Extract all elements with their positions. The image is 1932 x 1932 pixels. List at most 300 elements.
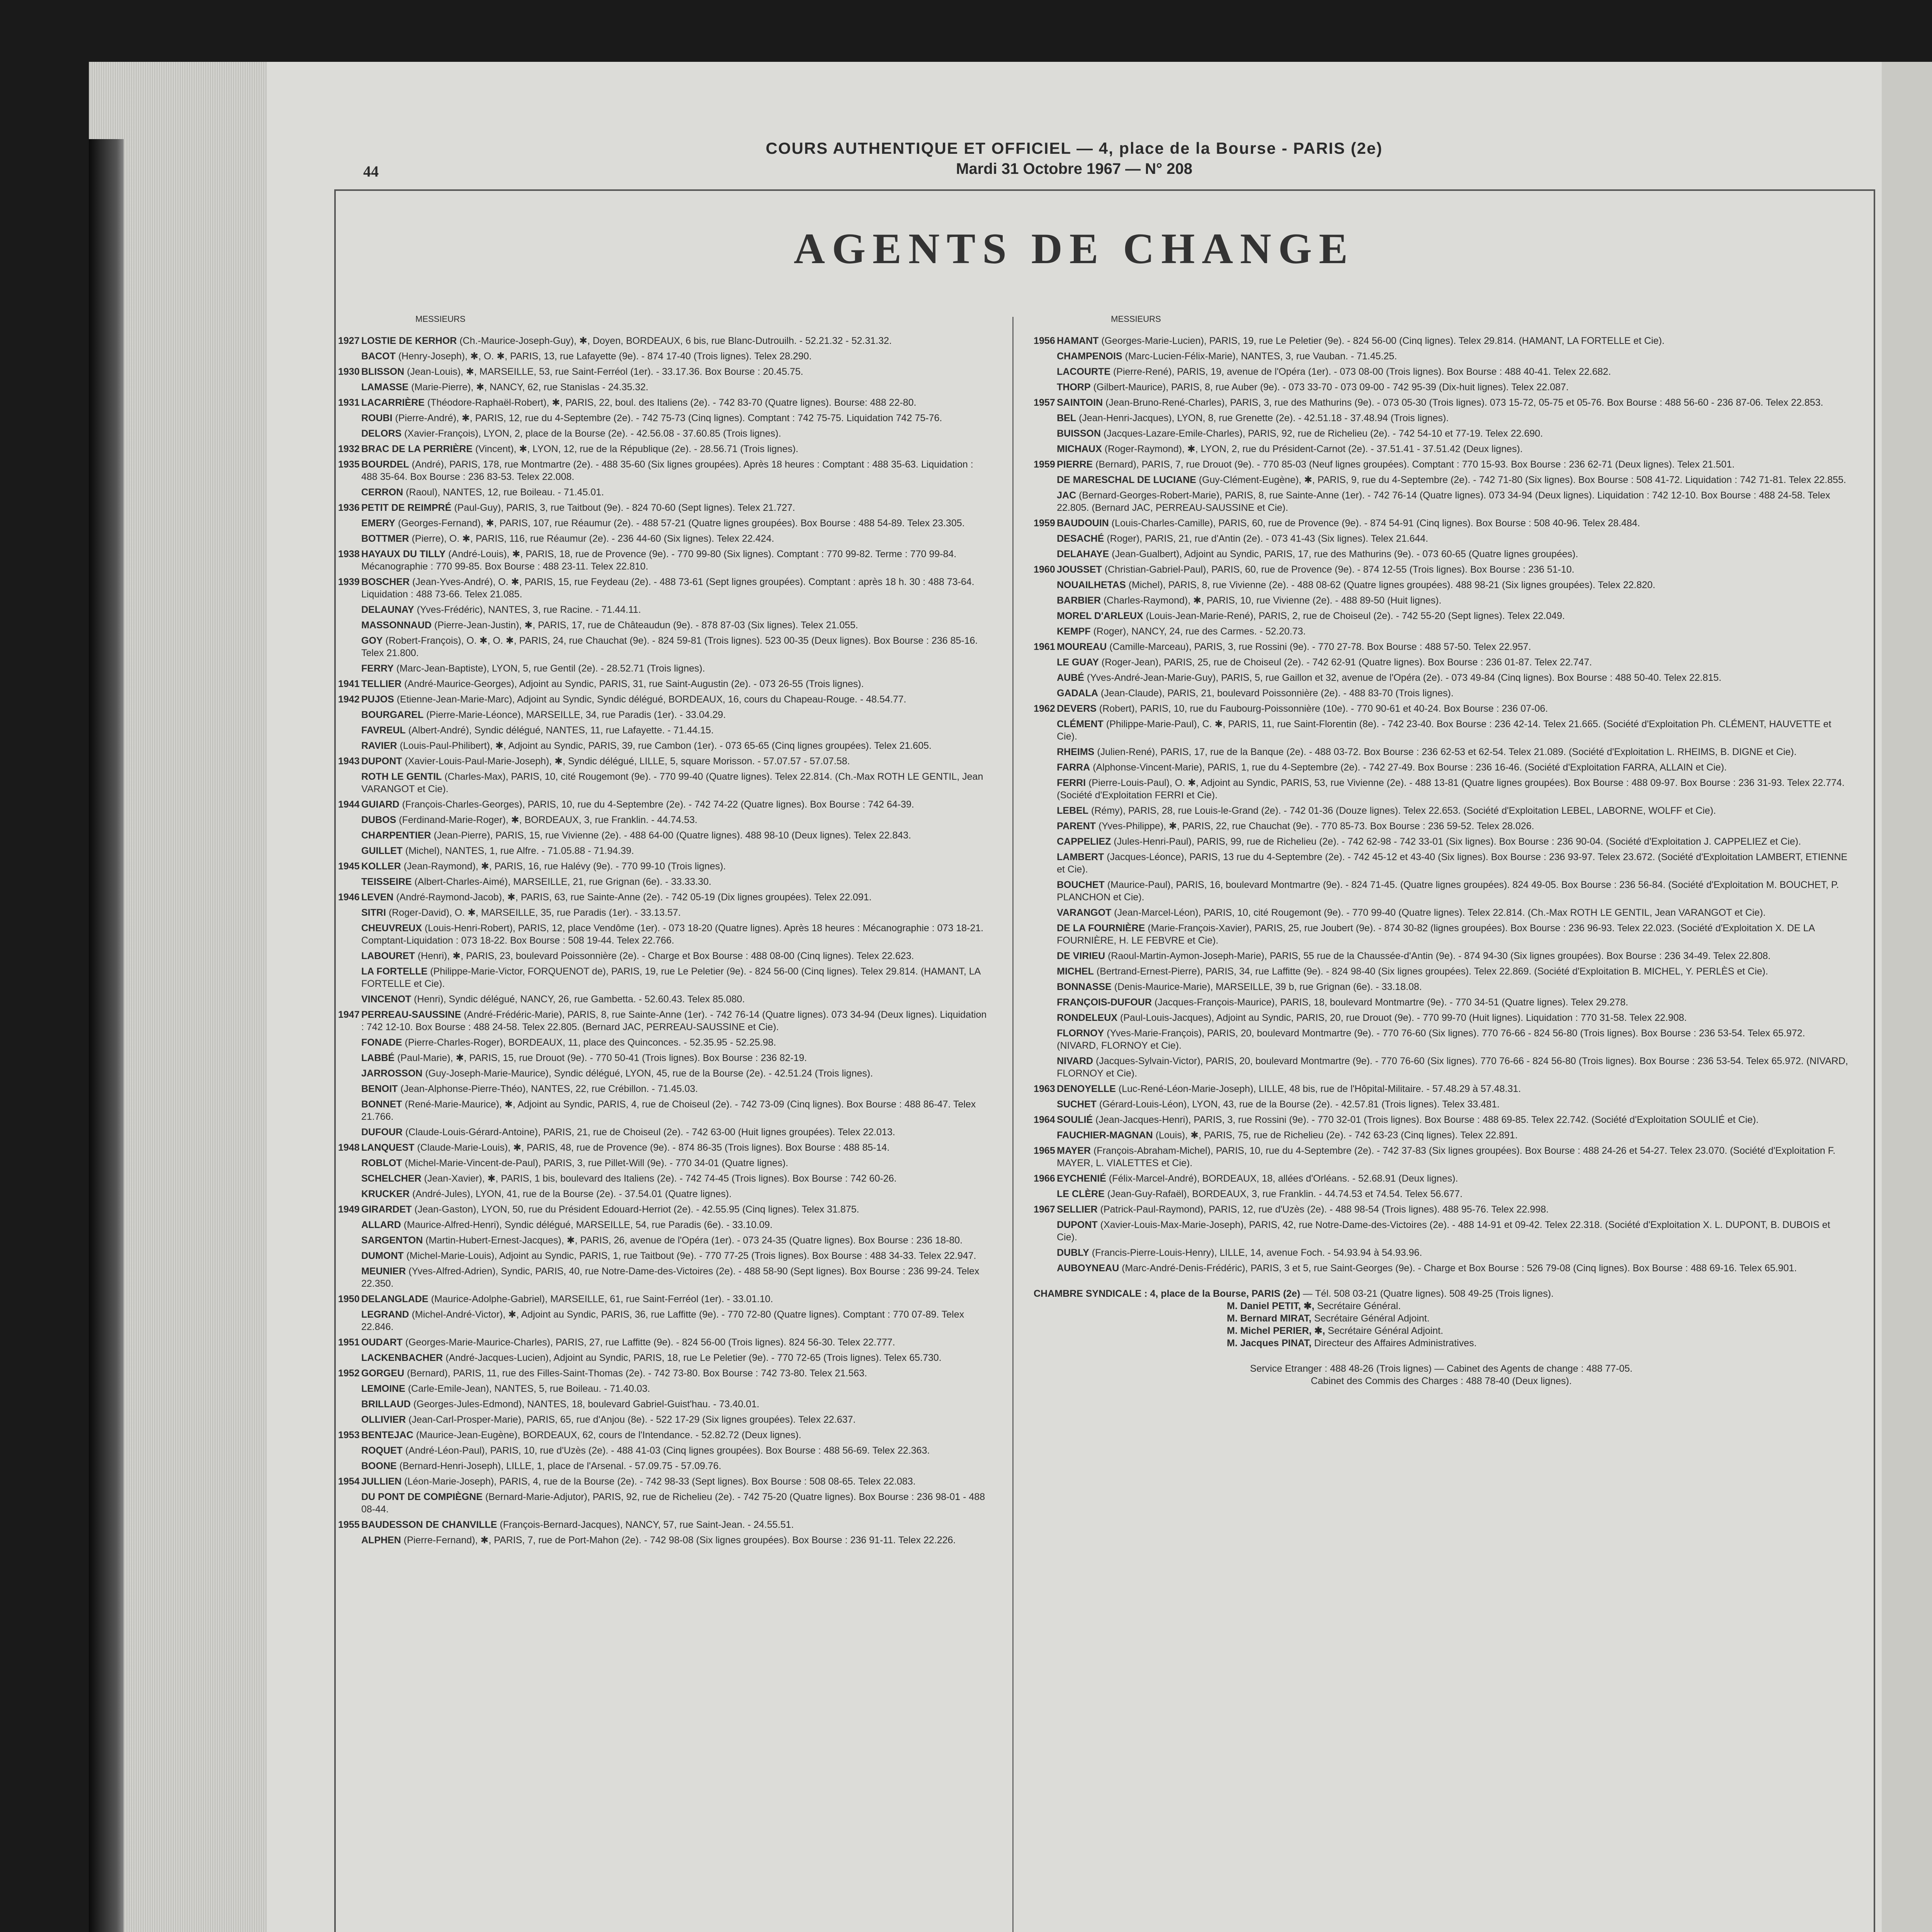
agent-details: (Raoul), NANTES, 12, rue Boileau. - 71.45.01.	[406, 487, 604, 498]
agent-entry	[338, 576, 987, 600]
agent-entry	[1034, 804, 1849, 817]
agent-name: DELAHAYE	[1057, 549, 1109, 560]
agent-text	[1057, 412, 1849, 424]
agent-year: 1950	[338, 1294, 360, 1304]
agent-name: GORGEU	[361, 1368, 405, 1379]
agent-details: (Michel-André-Victor), ✱, Adjoint au Syndic, PARIS, 36, rue Laffitte (9e). - 770 72-80 (Quatre lignes). Comptant : 770 07-89. Telex 22.846.	[361, 1309, 964, 1332]
agent-text	[1057, 1203, 1849, 1216]
agent-year	[1034, 981, 1057, 993]
agent-year	[338, 1460, 361, 1472]
agent-details: (Pierre-Marie-Léonce), MARSEILLE, 34, rue Paradis (1er). - 33.04.29.	[426, 709, 726, 720]
agent-year	[338, 770, 361, 795]
agent-entry	[338, 486, 987, 498]
agent-entry	[1034, 777, 1849, 801]
agent-text	[1057, 1055, 1849, 1080]
agent-text	[361, 1234, 987, 1247]
agent-name: FARRA	[1057, 762, 1090, 773]
agent-entry	[338, 740, 987, 752]
agent-year: 1966	[1034, 1173, 1055, 1184]
agent-text	[1057, 906, 1849, 919]
chambre-person	[1227, 1312, 1849, 1325]
agent-text	[1057, 996, 1849, 1009]
agent-name: LEMOINE	[361, 1383, 405, 1394]
agent-details: (Francis-Pierre-Louis-Henry), LILLE, 14, avenue Foch. - 54.93.94 à 54.93.96.	[1092, 1247, 1422, 1258]
agent-year: 1951	[338, 1337, 360, 1348]
agent-entry	[338, 548, 987, 573]
agent-year: 1952	[338, 1368, 360, 1379]
agent-entry	[1034, 761, 1849, 774]
agent-name: DEVERS	[1057, 703, 1097, 714]
agent-text	[361, 662, 987, 675]
agent-name: MEUNIER	[361, 1266, 406, 1277]
agent-name: BONNET	[361, 1099, 402, 1110]
agent-details: (André-Léon-Paul), PARIS, 10, rue d'Uzès (2e). - 488 41-03 (Cinq lignes groupées). Box Bourse : 488 56-69. Telex 22.363.	[405, 1445, 930, 1456]
agent-year	[338, 1052, 361, 1064]
agent-year	[1034, 672, 1057, 684]
agent-details: (Ch.-Maurice-Joseph-Guy), ✱, Doyen, BORDEAUX, 6 bis, rue Blanc-Dutrouilh. - 52.21.32 - 52.31.32.	[459, 335, 892, 346]
chambre-person-name: M. Daniel PETIT, ✱,	[1227, 1301, 1315, 1311]
agent-details: (Rémy), PARIS, 28, rue Louis-le-Grand (2e). - 742 01-36 (Douze lignes). Telex 22.653. (Société d'Exploitation LEBEL, LABORNE, WOLFF et Cie).	[1091, 805, 1716, 816]
agent-text	[361, 876, 987, 888]
chambre-services: Service Etranger : 488 48-26 (Trois lignes) — Cabinet des Agents de change : 488 77-05.	[1250, 1363, 1633, 1374]
agent-entry	[338, 1491, 987, 1515]
agent-name: DUPONT	[1057, 1219, 1098, 1230]
agent-year: 1941	[338, 679, 360, 689]
agent-text	[361, 1067, 987, 1080]
agent-entry	[338, 1126, 987, 1138]
agent-details: (François-Abraham-Michel), PARIS, 10, rue du 4-Septembre (2e). - 742 37-83 (Six lignes groupées). Box Bourse : 488 24-26 et 54-27. Telex 23.070. (Société d'Exploitation F. MAYER, L. VIALETTES et Cie).	[1057, 1145, 1836, 1168]
agent-text	[361, 950, 987, 962]
agent-name: DELANGLADE	[361, 1294, 429, 1304]
agent-entry	[338, 829, 987, 842]
agent-entry	[338, 517, 987, 529]
agent-text	[1057, 702, 1849, 715]
agent-details: (Maurice-Paul), PARIS, 16, boulevard Montmartre (9e). - 824 71-45. (Quatre lignes groupées). 824 49-05. Box Bourse : 236 56-84. (Société d'Exploitation M. BOUCHET, P. PLANCHON et Cie).	[1057, 879, 1839, 903]
agent-name: VARANGOT	[1057, 907, 1112, 918]
agent-entry	[1034, 1055, 1849, 1080]
agent-details: (Claude-Louis-Gérard-Antoine), PARIS, 21, rue de Choiseul (2e). - 742 63-00 (Huit lignes groupées). Telex 22.013.	[405, 1127, 895, 1138]
agent-name: LEBEL	[1057, 805, 1088, 816]
agent-text	[1057, 474, 1849, 486]
agent-entry	[1034, 548, 1849, 560]
agent-name: FLORNOY	[1057, 1028, 1104, 1039]
agent-name: GUILLET	[361, 845, 403, 856]
agent-name: FAUCHIER-MAGNAN	[1057, 1130, 1153, 1141]
agent-details: (Jean-Bruno-René-Charles), PARIS, 3, rue des Mathurins (9e). - 073 05-30 (Trois lignes). 073 15-72, 05-75 et 05-76. Box Bourse : 488 56-60 - 236 87-06. Telex 22.853.	[1105, 397, 1823, 408]
agent-entry	[1034, 656, 1849, 668]
agent-entry	[338, 1367, 987, 1379]
agent-entry	[338, 1052, 987, 1064]
agent-text	[361, 770, 987, 795]
agent-details: (Yves-Alfred-Adrien), Syndic, PARIS, 40, rue Notre-Dame-des-Victoires (2e). - 488 58-90 (Sept lignes). Box Bourse : 236 99-24. Telex 22.350.	[361, 1266, 980, 1289]
agent-details: (Marc-André-Denis-Frédéric), PARIS, 3 et 5, rue Saint-Georges (9e). - Charge et Box Bourse : 526 79-08 (Cinq lignes). Box Bourse : 488 69-16. Telex 65.901.	[1122, 1263, 1797, 1274]
agent-details: (Marie-François-Xavier), PARIS, 25, rue Joubert (9e). - 874 30-82 (lignes groupées). Box Bourse : 236 96-93. Telex 22.023. (Société d'Exploitation X. DE LA FOURNIÈRE, H. LE FEBVRE et Cie).	[1057, 923, 1815, 946]
agent-year	[338, 829, 361, 842]
agent-text	[361, 502, 987, 514]
agent-details: (Albert-Charles-Aimé), MARSEILLE, 21, rue Grignan (6e). - 33.33.30.	[414, 876, 711, 887]
agent-name: ROBLOT	[361, 1158, 402, 1168]
agent-entry	[338, 1383, 987, 1395]
agent-details: (Yves-Philippe), ✱, PARIS, 22, rue Chauchat (9e). - 770 85-73. Box Bourse : 236 59-52. Telex 28.026.	[1098, 821, 1534, 832]
agent-year	[338, 350, 361, 362]
agent-entry	[1034, 820, 1849, 832]
agent-entry	[1034, 1172, 1849, 1185]
agent-text	[361, 814, 987, 826]
agent-details: (Xavier-Louis-Paul-Marie-Joseph), ✱, Syndic délégué, LILLE, 5, square Morisson. - 57.07.57 - 57.07.58.	[405, 756, 850, 767]
agent-name: BACOT	[361, 351, 396, 362]
agent-entry	[1034, 718, 1849, 743]
agent-details: (Jean-Jacques-Henri), PARIS, 3, rue Rossini (9e). - 770 32-01 (Trois lignes). Box Bourse : 488 69-85. Telex 22.742. (Société d'Exploitation SOULIÉ et Cie).	[1095, 1114, 1759, 1125]
agent-name: BENTEJAC	[361, 1430, 413, 1440]
agent-name: JOUSSET	[1057, 564, 1102, 575]
agent-text	[361, 486, 987, 498]
agent-name: BEL	[1057, 413, 1076, 423]
agent-year: 1954	[338, 1476, 360, 1487]
agent-year: 1939	[338, 577, 360, 587]
agent-text	[361, 532, 987, 545]
agent-year: 1963	[1034, 1083, 1055, 1094]
agent-year	[338, 634, 361, 659]
agent-year: 1942	[338, 694, 360, 705]
agent-text	[1057, 563, 1849, 576]
agent-text	[1057, 981, 1849, 993]
agent-year	[1034, 1129, 1057, 1141]
agent-name: LANQUEST	[361, 1142, 415, 1153]
agent-text	[361, 1098, 987, 1123]
agent-entry	[1034, 350, 1849, 362]
agent-name: EMERY	[361, 518, 395, 529]
agent-details: (Henri), Syndic délégué, NANCY, 26, rue Gambetta. - 52.60.43. Telex 85.080.	[414, 994, 745, 1005]
agent-details: (Bernard), PARIS, 11, rue des Filles-Saint-Thomas (2e). - 742 73-80. Box Bourse : 742 73-80. Telex 21.563.	[407, 1368, 867, 1379]
agent-entry	[338, 335, 987, 347]
agent-name: LABBÉ	[361, 1053, 395, 1063]
agent-entry	[1034, 906, 1849, 919]
agent-name: MAYER	[1057, 1145, 1091, 1156]
agent-entry	[338, 965, 987, 990]
agent-name: DUMONT	[361, 1250, 404, 1261]
agent-name: CHEUVREUX	[361, 923, 422, 934]
agent-text	[361, 1083, 987, 1095]
agent-details: (Théodore-Raphaël-Robert), ✱, PARIS, 22, boul. des Italiens (2e). - 742 83-70 (Quatre lignes). Bourse: 488 22-80.	[427, 397, 917, 408]
chambre-person	[1227, 1300, 1849, 1312]
agent-name: NOUAILHETAS	[1057, 580, 1126, 590]
agent-name: ALPHEN	[361, 1535, 401, 1546]
agent-details: (François-Charles-Georges), PARIS, 10, rue du 4-Septembre (2e). - 742 74-22 (Quatre lignes). Box Bourse : 742 64-39.	[402, 799, 914, 810]
agent-entry	[338, 860, 987, 872]
agent-text	[1057, 548, 1849, 560]
agent-text	[1057, 820, 1849, 832]
agent-year	[338, 1308, 361, 1333]
agent-name: LOSTIE DE KERHOR	[361, 335, 457, 346]
agent-name: RONDELEUX	[1057, 1012, 1117, 1023]
agent-details: (Louis-Paul-Philibert), ✱, Adjoint au Syndic, PARIS, 39, rue Cambon (1er). - 073 65-65 (Cinq lignes groupées). Telex 21.605.	[400, 740, 932, 751]
agent-year	[338, 427, 361, 440]
agent-name: LAMASSE	[361, 382, 409, 393]
agent-year	[1034, 1027, 1057, 1052]
agent-entry	[338, 1157, 987, 1169]
agent-year: 1932	[338, 444, 360, 454]
agent-details: (Jean-Claude), PARIS, 21, boulevard Poissonnière (2e). - 488 83-70 (Trois lignes).	[1100, 688, 1454, 699]
agent-name: RHEIMS	[1057, 747, 1095, 757]
agent-details: (Louis), ✱, PARIS, 75, rue de Richelieu (2e). - 742 63-23 (Cinq lignes). Telex 22.891.	[1155, 1130, 1518, 1141]
agent-year	[338, 740, 361, 752]
agent-entry	[338, 724, 987, 736]
agent-name: EYCHENIÉ	[1057, 1173, 1106, 1184]
agent-entry	[338, 678, 987, 690]
agent-text	[361, 634, 987, 659]
agent-year	[1034, 579, 1057, 591]
agent-year	[1034, 1219, 1057, 1243]
agent-text	[1057, 835, 1849, 848]
agent-details: (Guy-Joseph-Marie-Maurice), Syndic délégué, LYON, 45, rue de la Bourse (2e). - 42.51.24 (Trois lignes).	[425, 1068, 873, 1079]
agent-entry	[338, 1172, 987, 1185]
agent-name: DU PONT DE COMPIÈGNE	[361, 1492, 483, 1502]
agent-details: (Pierre-Jean-Justin), ✱, PARIS, 17, rue de Châteaudun (9e). - 878 87-03 (Six lignes). Telex 21.055.	[434, 620, 858, 631]
agent-name: LACOURTE	[1057, 366, 1111, 377]
agent-text	[1057, 761, 1849, 774]
agent-entry	[1034, 1027, 1849, 1052]
agent-entry	[1034, 532, 1849, 545]
agent-text	[361, 798, 987, 811]
agent-entry	[338, 993, 987, 1005]
agent-name: KOLLER	[361, 861, 401, 872]
agent-entry	[1034, 1262, 1849, 1274]
agent-text	[1057, 718, 1849, 743]
agent-entry	[1034, 1114, 1849, 1126]
agent-year: 1956	[1034, 335, 1055, 346]
agent-details: (Charles-Raymond), ✱, PARIS, 10, rue Vivienne (2e). - 488 89-50 (Huit lignes).	[1103, 595, 1442, 606]
column-divider	[1012, 317, 1014, 1932]
agent-name: SOULIÉ	[1057, 1114, 1093, 1125]
agent-name: DESACHÉ	[1057, 533, 1104, 544]
agent-text	[361, 845, 987, 857]
agent-name: FERRY	[361, 663, 394, 674]
agent-details: (Charles-Max), PARIS, 10, cité Rougemont (9e). - 770 99-40 (Quatre lignes). Telex 22.814. (Ch.-Max ROTH LE GENTIL, Jean VARANGOT et Cie).	[361, 771, 983, 794]
agent-details: (Jacques-Sylvain-Victor), PARIS, 20, boulevard Montmartre (9e). - 770 76-60 (Six lignes). 770 76-66 - 824 56-80 (Trois lignes). Box Bourse : 236 53-54. Telex 65.972. (NIVARD, FLORNOY et Cie).	[1057, 1056, 1848, 1079]
agent-entry	[1034, 1219, 1849, 1243]
agent-details: (Ferdinand-Marie-Roger), ✱, BORDEAUX, 3, rue Franklin. - 44.74.53.	[399, 815, 697, 825]
agent-year: 1948	[338, 1142, 360, 1153]
agent-name: AUBOYNEAU	[1057, 1263, 1119, 1274]
agent-text	[1057, 625, 1849, 638]
agent-year	[1034, 532, 1057, 545]
agent-details: (Yves-Frédéric), NANTES, 3, rue Racine. - 71.44.11.	[417, 604, 641, 615]
agent-name: MICHEL	[1057, 966, 1094, 977]
agent-details: (Alphonse-Vincent-Marie), PARIS, 1, rue du 4-Septembre (2e). - 742 27-49. Box Bourse : 236 16-46. (Société d'Exploitation FARRA, ALLAIN et Cie).	[1093, 762, 1727, 773]
agent-details: (François-Bernard-Jacques), NANCY, 57, rue Saint-Jean. - 24.55.51.	[500, 1519, 794, 1530]
agent-name: PETIT DE REIMPRÉ	[361, 502, 452, 513]
agent-name: CHARPENTIER	[361, 830, 431, 841]
agent-details: (Christian-Gabriel-Paul), PARIS, 60, rue de Provence (9e). - 874 12-55 (Trois lignes). Box Bourse : 236 51-10.	[1104, 564, 1575, 575]
agent-year	[1034, 412, 1057, 424]
agent-name: GADALA	[1057, 688, 1098, 699]
agent-entry	[1034, 835, 1849, 848]
agent-year	[1034, 746, 1057, 758]
agent-year	[338, 814, 361, 826]
agent-entry	[338, 1188, 987, 1200]
agent-year	[338, 1219, 361, 1231]
agent-name: CERRON	[361, 487, 403, 498]
agent-year: 1935	[338, 459, 360, 470]
agent-details: (Jacques-Lazare-Emile-Charles), PARIS, 92, rue de Richelieu (2e). - 742 54-10 et 77-19. Telex 22.690.	[1103, 428, 1543, 439]
agent-text	[361, 891, 987, 903]
chambre-phones: — Tél. 508 03-21 (Quatre lignes). 508 49-25 (Trois lignes).	[1303, 1288, 1554, 1299]
agent-text	[361, 1188, 987, 1200]
agent-year	[338, 1413, 361, 1426]
agent-year	[1034, 965, 1057, 978]
agent-entry	[338, 906, 987, 919]
agent-text	[1057, 1027, 1849, 1052]
agent-entry	[338, 1265, 987, 1290]
adjacent-page	[1882, 62, 1932, 1932]
agent-details: (Pierre), O. ✱, PARIS, 116, rue Réaumur (2e). - 236 44-60 (Six lignes). Telex 22.424.	[412, 533, 774, 544]
agent-entry	[338, 1460, 987, 1472]
agent-year	[338, 604, 361, 616]
agent-text	[1057, 594, 1849, 607]
agent-entry	[1034, 965, 1849, 978]
agent-name: LEVEN	[361, 892, 394, 903]
agent-details: (Michel-Marie-Louis), Adjoint au Syndic, PARIS, 1, rue Taitbout (9e). - 770 77-25 (Trois lignes). Box Bourse : 488 34-33. Telex 22.947.	[406, 1250, 976, 1261]
agent-year	[1034, 761, 1057, 774]
agent-entry	[1034, 610, 1849, 622]
agent-name: CHAMPENOIS	[1057, 351, 1122, 362]
agent-name: MICHAUX	[1057, 444, 1102, 454]
agent-year	[338, 922, 361, 947]
agent-text	[361, 1398, 987, 1410]
agent-year	[338, 1188, 361, 1200]
agent-year	[1034, 718, 1057, 743]
agent-year	[1034, 1262, 1057, 1274]
agent-text	[361, 678, 987, 690]
agent-details: (Louis-Jean-Marie-René), PARIS, 2, rue de Choiseul (2e). - 742 55-20 (Sept lignes). Telex 22.049.	[1146, 611, 1565, 621]
agent-name: BLISSON	[361, 366, 405, 377]
agent-entry	[338, 634, 987, 659]
right-column	[1034, 313, 1849, 1387]
agent-details: (Camille-Marceau), PARIS, 3, rue Rossini (9e). - 770 27-78. Box Bourse : 488 57-50. Telex 22.957.	[1109, 641, 1531, 652]
chambre-syndicale	[1034, 1287, 1849, 1387]
agent-text	[1057, 672, 1849, 684]
agent-name: TEISSEIRE	[361, 876, 412, 887]
agent-name: LAMBERT	[1057, 852, 1104, 862]
agent-entry	[1034, 687, 1849, 699]
agent-year	[338, 662, 361, 675]
agent-text	[361, 693, 987, 706]
agent-text	[361, 1141, 987, 1154]
agent-details: (André-Louis), ✱, PARIS, 18, rue de Provence (9e). - 770 99-80 (Six lignes). Comptant : 770 99-82. Terme : 770 99-84. Mécanographie : 770 99-85. Box Bourse : 488 23-11. Telex 22.810.	[361, 549, 957, 572]
agent-entry	[338, 770, 987, 795]
chambre-person	[1227, 1325, 1849, 1337]
agent-entry	[338, 350, 987, 362]
agent-year: 1936	[338, 502, 360, 513]
agent-details: (Bernard), PARIS, 7, rue Drouot (9e). - 770 85-03 (Neuf lignes groupées). Comptant : 770 15-93. Box Bourse : 236 62-71 (Deux lignes). Telex 21.501.	[1095, 459, 1735, 470]
agent-text	[1057, 381, 1849, 393]
agent-name: LACARRIÈRE	[361, 397, 425, 408]
agent-text	[1057, 922, 1849, 947]
agent-name: CAPPELIEZ	[1057, 836, 1111, 847]
agent-year	[338, 1157, 361, 1169]
agent-details: (Jean-Henri-Jacques), LYON, 8, rue Grenette (2e). - 42.51.18 - 37.48.94 (Trois lignes).	[1078, 413, 1449, 423]
agent-entry	[338, 412, 987, 424]
agent-text	[1057, 641, 1849, 653]
agent-text	[361, 1413, 987, 1426]
agent-entry	[338, 1336, 987, 1349]
agent-text	[361, 381, 987, 393]
agent-year: 1943	[338, 756, 360, 767]
agent-year: 1938	[338, 549, 360, 560]
agent-year	[338, 1098, 361, 1123]
agent-year: 1947	[338, 1009, 360, 1020]
chambre-person-role: Secrétaire Général Adjoint.	[1314, 1313, 1430, 1324]
agent-name: LEGRAND	[361, 1309, 409, 1320]
agent-details: (Jean-Yves-André), O. ✱, PARIS, 15, rue Feydeau (2e). - 488 73-61 (Sept lignes groupées). Comptant : après 18 h. 30 : 488 73-64. Liquidation : 488 73-66. Telex 21.085.	[361, 577, 975, 600]
agent-text	[1057, 687, 1849, 699]
agent-details: (Jean-Louis), ✱, MARSEILLE, 53, rue Saint-Ferréol (1er). - 33.17.36. Box Bourse : 20.45.75.	[407, 366, 803, 377]
agent-entry	[1034, 879, 1849, 903]
agent-name: LABOURET	[361, 951, 415, 961]
agent-text	[361, 1519, 987, 1531]
agent-details: (Georges-Jules-Edmond), NANTES, 18, boulevard Gabriel-Guist'hau. - 73.40.01.	[413, 1399, 760, 1410]
agent-details: (Yves-André-Jean-Marie-Guy), PARIS, 5, rue Gaillon et 32, avenue de l'Opéra (2e). - 073 49-84 (Cinq lignes). Box Bourse : 488 50-40. Telex 22.815.	[1087, 672, 1722, 683]
agent-text	[361, 335, 987, 347]
agent-entry	[338, 532, 987, 545]
agent-text	[1057, 350, 1849, 362]
agent-text	[361, 1491, 987, 1515]
agent-entry	[338, 366, 987, 378]
agent-text	[1057, 965, 1849, 978]
agent-year	[1034, 879, 1057, 903]
agent-entry	[1034, 1083, 1849, 1095]
agent-name: ALLARD	[361, 1219, 401, 1230]
agent-details: (Vincent), ✱, LYON, 12, rue de la République (2e). - 28.56.71 (Trois lignes).	[475, 444, 799, 454]
agent-entry	[338, 1036, 987, 1049]
agent-entry	[1034, 458, 1849, 471]
agent-year	[1034, 835, 1057, 848]
agent-text	[361, 740, 987, 752]
agent-year	[1034, 366, 1057, 378]
agent-details: (André), PARIS, 178, rue Montmartre (2e). - 488 35-60 (Six lignes groupées). Après 18 heures : Comptant : 488 35-63. Liquidation : 488 35-64. Box Bourse : 236 83-53. Telex 22.008.	[361, 459, 973, 482]
agent-details: (Etienne-Jean-Marie-Marc), Adjoint au Syndic, Syndic délégué, BORDEAUX, 16, cours du Chapeau-Rouge. - 48.54.77.	[396, 694, 906, 705]
agent-year	[1034, 1012, 1057, 1024]
agent-name: HAYAUX DU TILLY	[361, 549, 446, 560]
agent-text	[1057, 396, 1849, 409]
agent-year	[1034, 610, 1057, 622]
agent-text	[361, 1352, 987, 1364]
agent-year	[1034, 1247, 1057, 1259]
agent-details: (Jean-Gualbert), Adjoint au Syndic, PARIS, 17, rue des Mathurins (9e). - 073 60-65 (Quatre lignes groupées).	[1112, 549, 1578, 560]
agent-entry	[1034, 1145, 1849, 1169]
agent-entry	[338, 845, 987, 857]
agent-name: BAUDESSON DE CHANVILLE	[361, 1519, 497, 1530]
agent-year	[338, 993, 361, 1005]
agent-text	[361, 860, 987, 872]
agent-entry	[1034, 366, 1849, 378]
agent-name: GIRARDET	[361, 1204, 412, 1215]
agent-name: NIVARD	[1057, 1056, 1093, 1066]
agent-year: 1961	[1034, 641, 1055, 652]
agent-entry	[1034, 396, 1849, 409]
agent-name: DUPONT	[361, 756, 402, 767]
agent-entry	[338, 1083, 987, 1095]
agent-text	[361, 350, 987, 362]
agent-entry	[338, 381, 987, 393]
agent-name: SARGENTON	[361, 1235, 423, 1246]
agent-details: (André-Raymond-Jacob), ✱, PARIS, 63, rue Sainte-Anne (2e). - 742 05-19 (Dix lignes groupées). Telex 22.091.	[396, 892, 872, 903]
agent-entry	[338, 1219, 987, 1231]
agent-year	[1034, 474, 1057, 486]
agent-details: (Michel), NANTES, 1, rue Alfre. - 71.05.88 - 71.94.39.	[405, 845, 634, 856]
chambre-people	[1227, 1300, 1849, 1349]
header-publication: COURS AUTHENTIQUE ET OFFICIEL — 4, place de la Bourse - PARIS (2e)	[765, 139, 1383, 157]
